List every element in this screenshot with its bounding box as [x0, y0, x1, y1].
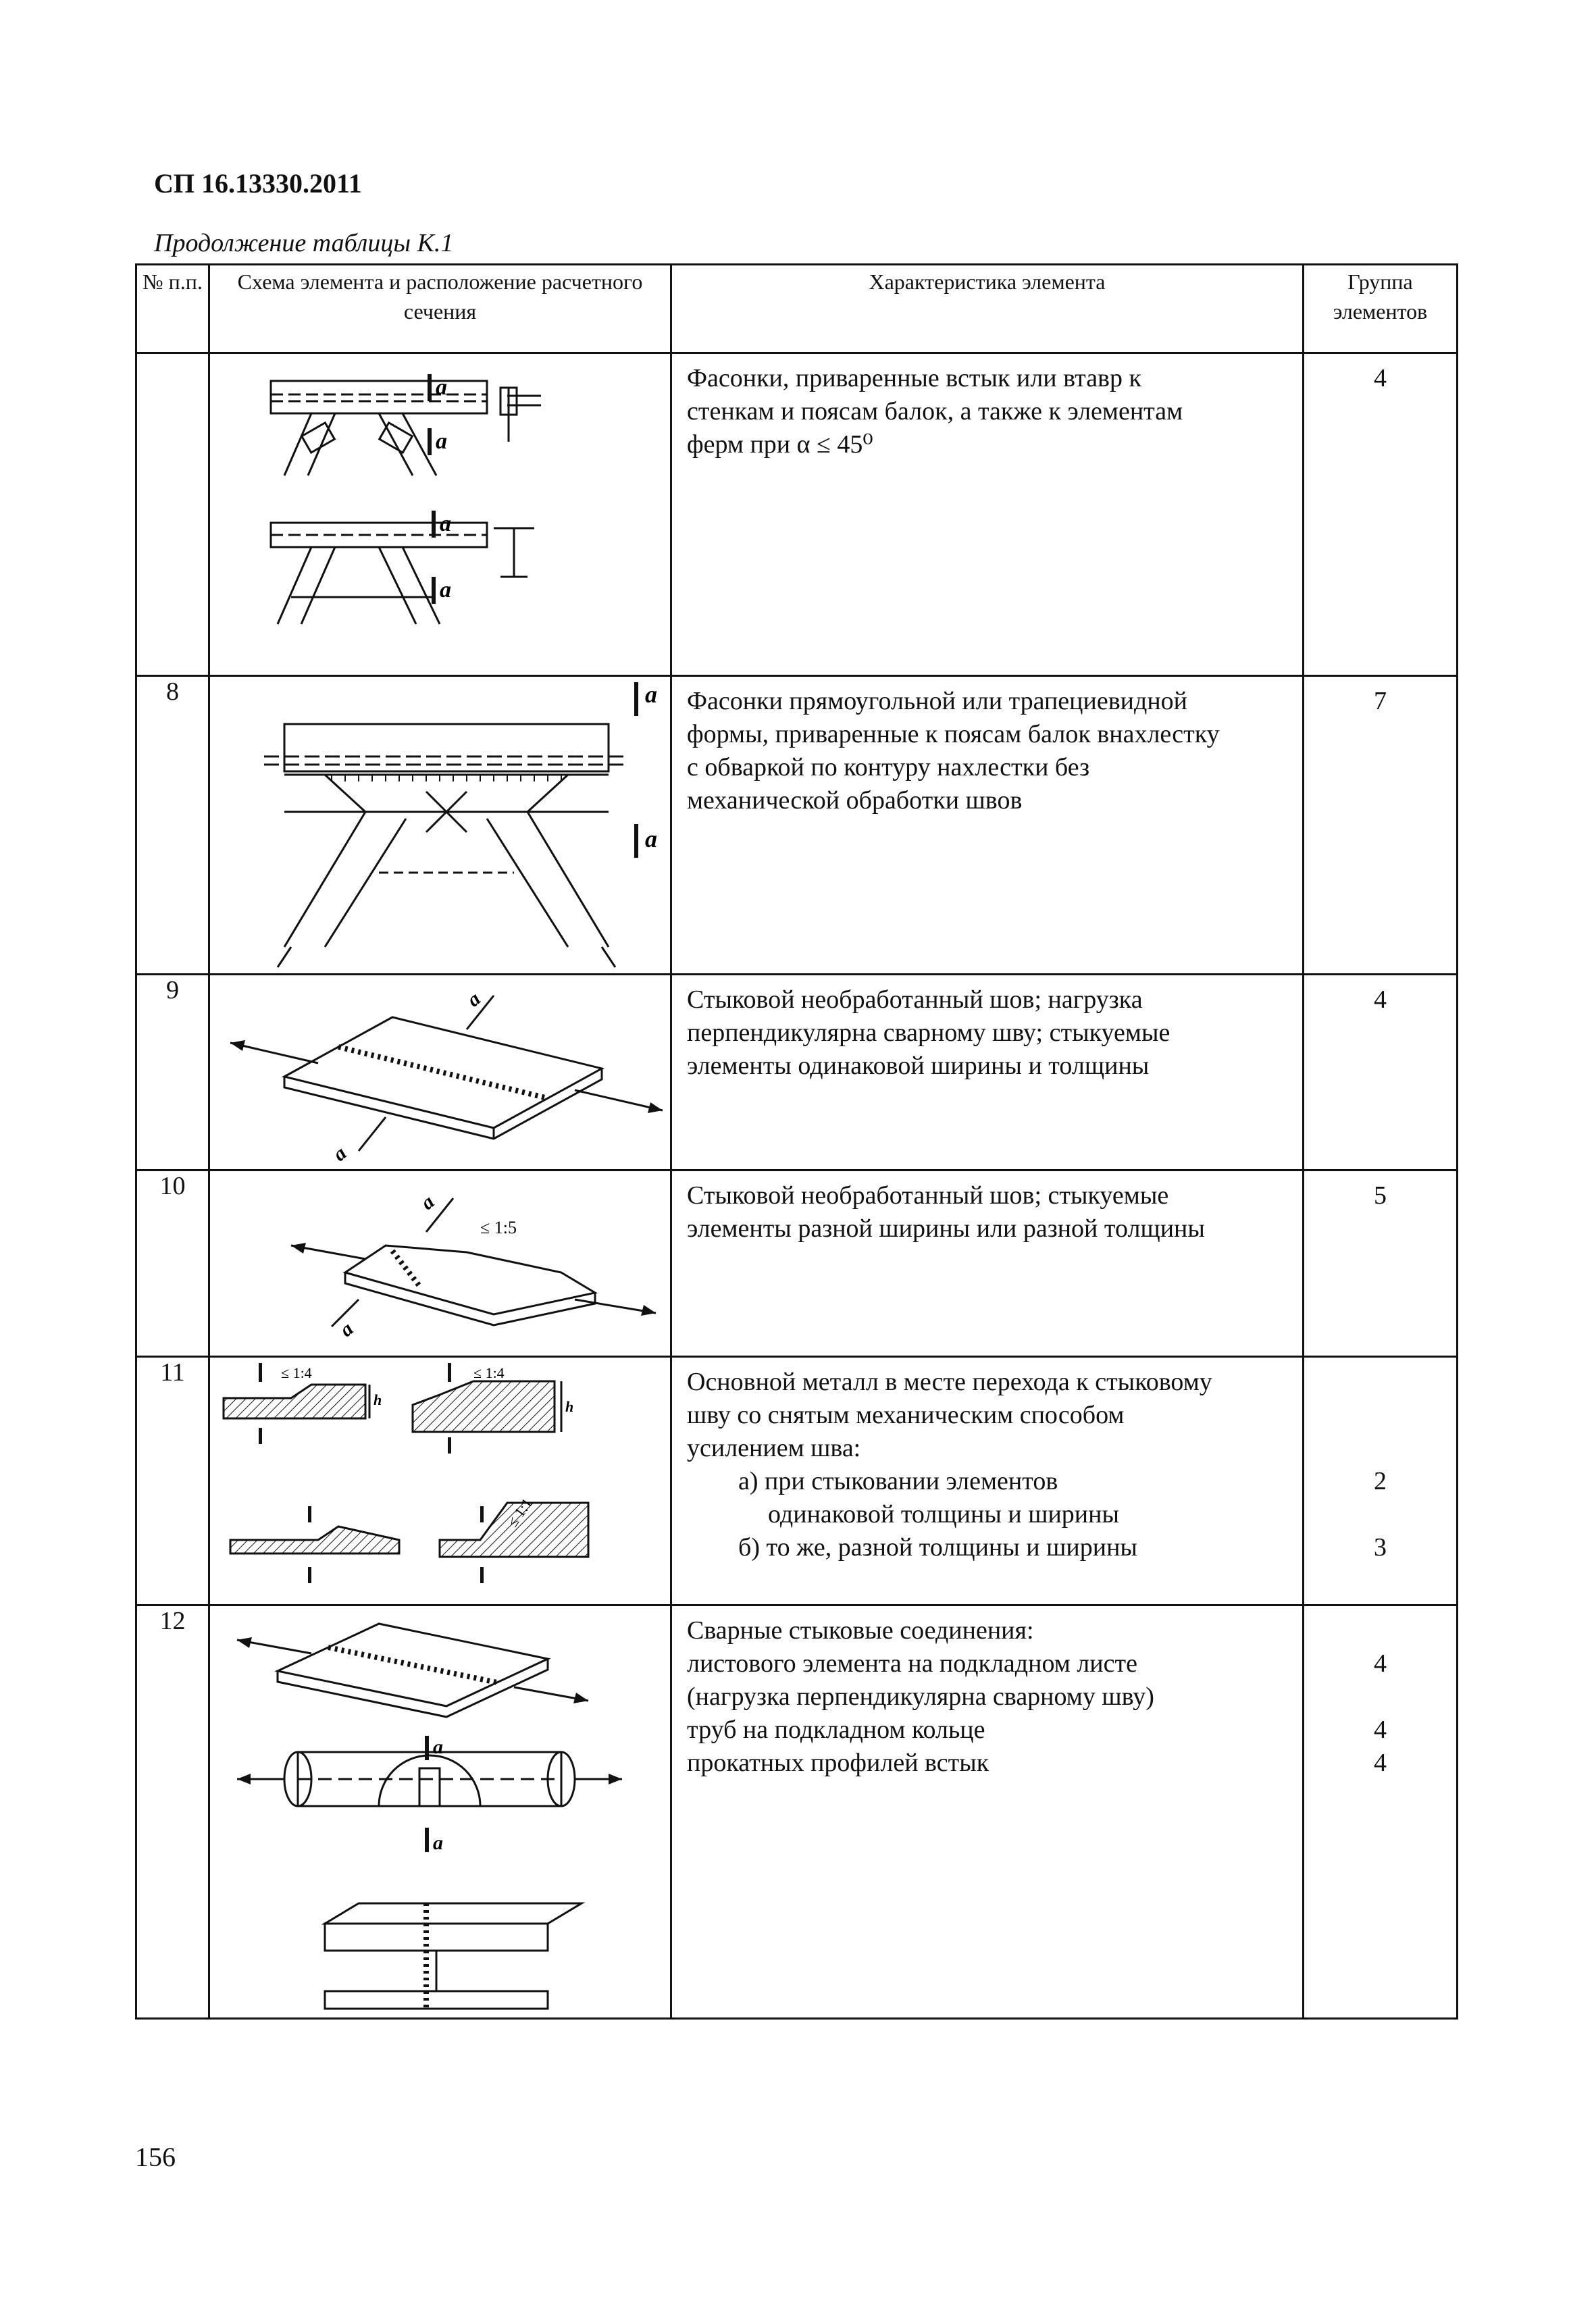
thickness-label: h — [374, 1391, 382, 1408]
section-mark-label: a — [416, 1190, 439, 1214]
gusset-butt-weld-figure — [210, 354, 672, 671]
scheme-cell — [209, 1171, 671, 1357]
section-mark-label: a — [436, 429, 447, 454]
group-cell: 2 3 — [1304, 1357, 1458, 1605]
section-mark-label: a — [645, 825, 657, 852]
row-number: 9 — [136, 975, 209, 1171]
description-cell: Основной металл в месте перехода к стыковому шву со снятым механическим способом усилением шва: а) при стыковании элементов одинаковой толщины и ширины б) то же, разной толщины и ширины — [671, 1357, 1304, 1605]
column-header-scheme: Схема элемента и расположение расчетного сечения — [209, 265, 671, 353]
column-header-group: Группа элементов — [1304, 265, 1458, 353]
butt-weld-different-plates-figure — [210, 1171, 672, 1354]
row-number: 8 — [136, 676, 209, 975]
section-mark-label: a — [440, 511, 451, 536]
row-number: 12 — [136, 1605, 209, 2019]
lap-gusset-figure — [210, 677, 672, 971]
thickness-label: h — [565, 1398, 574, 1415]
machined-weld-transition-figure — [210, 1358, 672, 1602]
butt-joints-backing-figure — [210, 1606, 672, 2015]
slope-label: ≤ 1:5 — [480, 1218, 517, 1237]
section-mark-label: a — [440, 577, 451, 602]
table-row — [136, 353, 1458, 676]
table-row — [136, 1605, 1458, 2019]
group-cell: 5 — [1304, 1171, 1458, 1357]
document-code: СП 16.13330.2011 — [154, 168, 362, 199]
description-cell: Фасонки прямоугольной или трапециевидной формы, приваренные к поясам балок внахлестку с обваркой по контуру нахлестки без механической обработки швов — [671, 676, 1304, 975]
elements-table — [135, 263, 1458, 2020]
table-row — [136, 1357, 1458, 1605]
section-mark-label: a — [645, 681, 657, 708]
butt-weld-equal-plates-figure — [210, 975, 672, 1167]
description-cell: Фасонки, приваренные встык или втавр к стенкам и поясам балок, а также к элементам ферм при α ≤ 45⁰ — [671, 353, 1304, 676]
page-number: 156 — [135, 2142, 176, 2172]
section-mark-label: a — [328, 1141, 351, 1166]
slope-label: ≤ 1:1 — [504, 1495, 536, 1531]
column-header-characteristic: Характеристика элемента — [671, 265, 1304, 353]
row-number: 11 — [136, 1357, 209, 1605]
row-number: 10 — [136, 1171, 209, 1357]
section-mark-label: a — [433, 1832, 443, 1854]
group-cell: 4 — [1304, 353, 1458, 676]
scheme-cell — [209, 1357, 671, 1605]
section-mark-label: a — [433, 1736, 443, 1758]
group-cell: 4 — [1304, 975, 1458, 1171]
scheme-cell — [209, 975, 671, 1171]
description-cell: Стыковой необработанный шов; нагрузка перпендикулярна сварному шву; стыкуемые элементы одинаковой ширины и толщины — [671, 975, 1304, 1171]
description-cell: Сварные стыковые соединения: листового элемента на подкладном листе (нагрузка перпендикулярна сварному шву) труб на подкладном кольце прокатных профилей встык — [671, 1605, 1304, 2019]
group-cell: 7 — [1304, 676, 1458, 975]
table-header-row — [136, 265, 1458, 353]
scheme-cell — [209, 676, 671, 975]
table-row — [136, 975, 1458, 1171]
table-row — [136, 1171, 1458, 1357]
scheme-cell — [209, 353, 671, 676]
section-mark-label: a — [335, 1317, 358, 1341]
group-cell: 4 4 4 — [1304, 1605, 1458, 2019]
slope-label: ≤ 1:4 — [281, 1364, 312, 1381]
description-cell: Стыковой необработанный шов; стыкуемые элементы разной ширины или разной толщины — [671, 1171, 1304, 1357]
table-continuation-caption: Продолжение таблицы К.1 — [154, 229, 454, 257]
section-mark-label: a — [436, 375, 447, 400]
column-header-number: № п.п. — [136, 265, 209, 353]
table-row — [136, 676, 1458, 975]
row-number — [136, 353, 209, 676]
section-mark-label: a — [463, 987, 485, 1012]
scheme-cell — [209, 1605, 671, 2019]
slope-label: ≤ 1:4 — [473, 1364, 505, 1381]
